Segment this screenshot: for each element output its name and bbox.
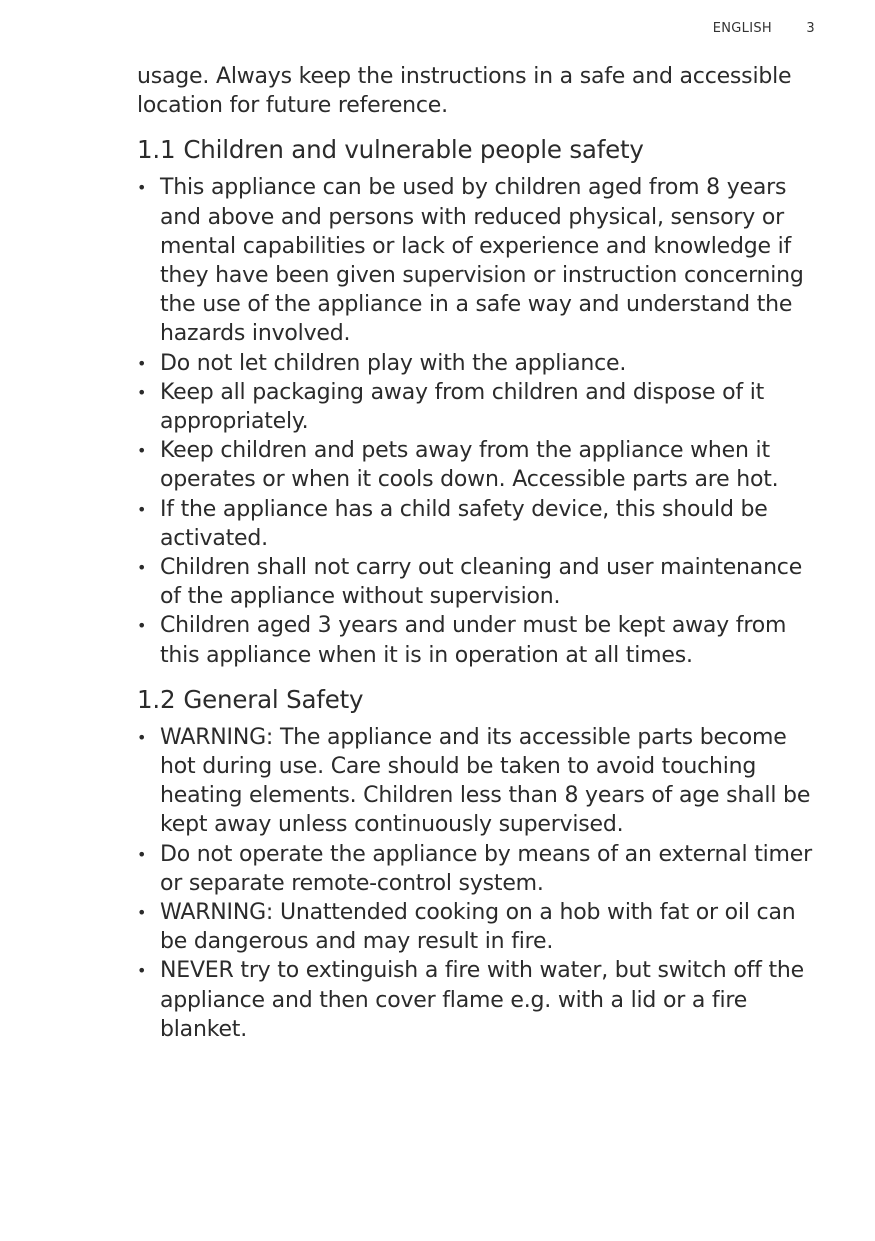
document-body	[137, 62, 827, 1044]
list-item: • WARNING: Unattended cooking on a hob with fat or oil can be dangerous and may result in fire.	[137, 898, 827, 956]
list-item: • NEVER try to extinguish a fire with water, but switch off the appliance and then cover flame e.g. with a lid or a fire blanket.	[137, 956, 827, 1044]
language-label: ENGLISH	[712, 21, 772, 36]
list-item: • Do not operate the appliance by means of an external timer or separate remote-control system.	[137, 840, 827, 898]
list-item: • Keep all packaging away from children and dispose of it appropriately.	[137, 378, 827, 436]
section-title: Children and vulnerable people safety	[183, 135, 644, 165]
list-item: • Do not let children play with the appliance.	[137, 349, 827, 378]
section-heading-children-safety	[137, 134, 827, 166]
section-title: General Safety	[183, 684, 364, 714]
section-heading-general-safety	[137, 684, 827, 716]
list-item: • Children shall not carry out cleaning and user maintenance of the appliance without supervision.	[137, 553, 827, 611]
children-safety-list	[137, 173, 827, 669]
list-item: • Keep children and pets away from the appliance when it operates or when it cools down. Accessible parts are hot.	[137, 436, 827, 494]
section-number: 1.1	[137, 135, 176, 165]
list-item: • Children aged 3 years and under must be kept away from this appliance when it is in operation at all times.	[137, 611, 827, 669]
page-header	[713, 21, 815, 36]
section-number: 1.2	[137, 684, 176, 714]
list-item: • This appliance can be used by children aged from 8 years and above and persons with reduced physical, sensory or mental capabilities or lack of experience and knowledge if they have been given supervision or instruction concerning the use of the appliance in a safe way and understand the hazards involved.	[137, 173, 827, 348]
general-safety-list	[137, 723, 827, 1044]
page-number: 3	[806, 21, 815, 36]
intro-paragraph: usage. Always keep the instructions in a safe and accessible location for future reference.	[137, 64, 792, 119]
list-item: • WARNING: The appliance and its accessible parts become hot during use. Care should be taken to avoid touching heating elements. Children less than 8 years of age shall be kept away unless continuously supervised.	[137, 723, 827, 840]
list-item: • If the appliance has a child safety device, this should be activated.	[137, 495, 827, 553]
